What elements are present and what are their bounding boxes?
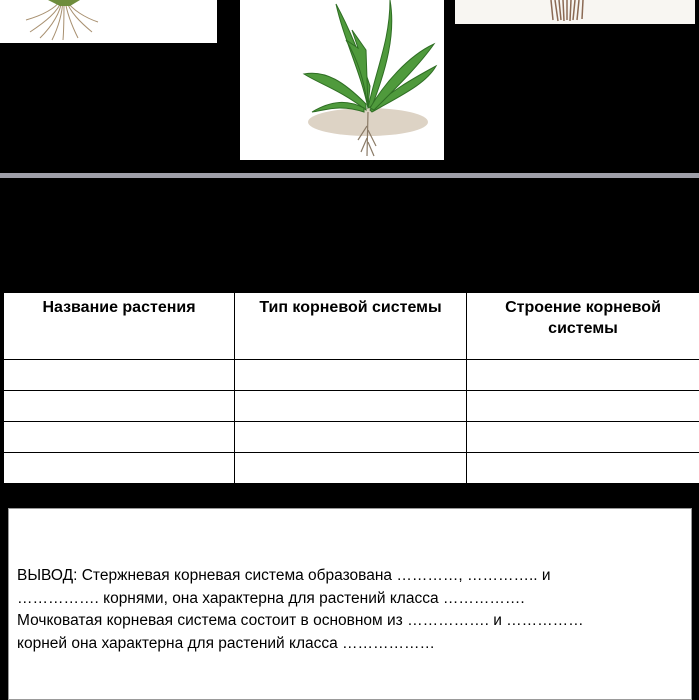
table-cell[interactable] (467, 422, 699, 453)
table-cell[interactable] (467, 360, 699, 391)
table-cell[interactable] (235, 453, 467, 484)
plant-root-table (3, 292, 699, 484)
plant-roots-photo-right (455, 0, 695, 24)
table-cell[interactable] (467, 453, 699, 484)
header-root-structure: Строение корневой системы (467, 293, 699, 360)
table-cell[interactable] (467, 391, 699, 422)
table-row (4, 453, 699, 484)
table-cell[interactable] (235, 360, 467, 391)
conclusion-line: Мочковатая корневая система состоит в основном из ……………. и …………… (17, 612, 584, 629)
dandelion-taproot-icon (240, 0, 444, 160)
conclusion-line: корней она характерна для растений класса ……………… (17, 634, 436, 652)
table-cell[interactable] (4, 391, 235, 422)
table-row (4, 391, 699, 422)
table-cell[interactable] (235, 391, 467, 422)
divider-bar (0, 173, 699, 178)
table-cell[interactable] (235, 422, 467, 453)
conclusion-line: ВЫВОД: Стержневая корневая система образована …………, ………….. и (17, 567, 551, 584)
table-cell[interactable] (4, 422, 235, 453)
table-header-row (4, 293, 699, 360)
plant-roots-photo-left (0, 0, 217, 43)
fibrous-roots-icon (0, 0, 217, 43)
header-plant-name: Название растения (4, 293, 235, 360)
table-cell[interactable] (4, 453, 235, 484)
conclusion-box (8, 508, 692, 700)
roots-icon (455, 0, 695, 24)
conclusion-line: ……………. корнями, она характерна для растений класса ……………. (17, 589, 525, 607)
header-root-type: Тип корневой системы (235, 293, 467, 360)
table-row (4, 422, 699, 453)
table-cell[interactable] (4, 360, 235, 391)
dandelion-photo (240, 0, 444, 160)
conclusion-text (17, 565, 699, 655)
table-row (4, 360, 699, 391)
